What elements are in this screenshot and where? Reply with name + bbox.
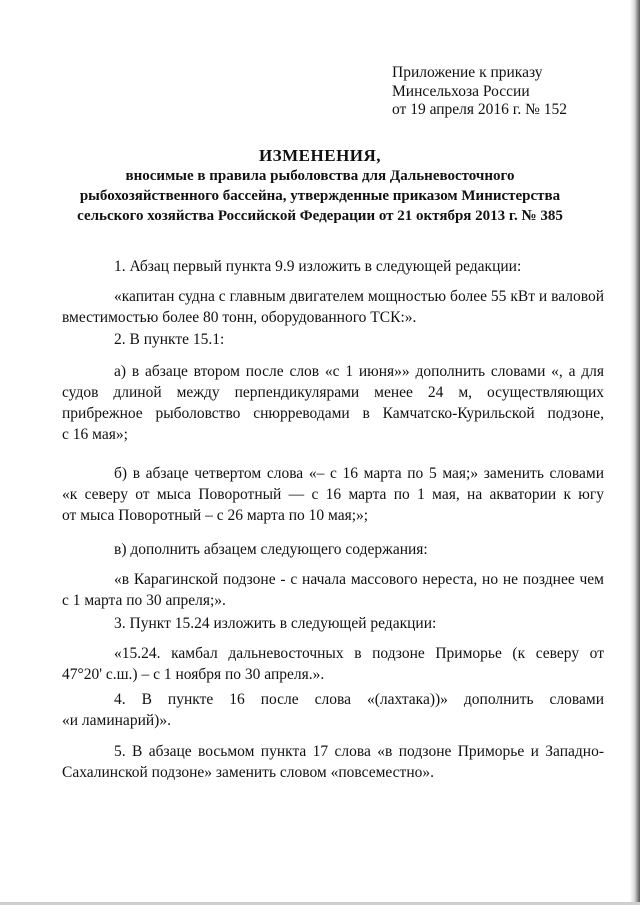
item-5-line-2: Сахалинской подзоне» заменить словом «повсеместно». (62, 764, 434, 781)
item-2a-line-3: прибрежное рыболовство снюрреводами в Камчатско-Курильской подзоне, (62, 405, 604, 422)
item-3-quote-line-1: «15.24. камбал дальневосточных в подзоне Приморье (к северу от (114, 645, 604, 662)
item-5-line-1: 5. В абзаце восьмом пункта 17 слова «в подзоне Приморье и Западно- (114, 743, 604, 760)
item-2a-line-4: с 16 мая»; (62, 426, 128, 443)
item-2b-line-2: «к северу от мыса Поворотный — с 16 марта по 1 мая, на акватории к югу (62, 486, 604, 503)
item-3-quote-line-2: 47°20' с.ш.) – с 1 ноября по 30 апреля.». (62, 666, 325, 683)
item-1 (62, 256, 604, 277)
subtitle-line-1: вносимые в правила рыболовства для Дальневосточного (125, 168, 515, 184)
appendix-header (392, 64, 567, 120)
item-1-quote-line-1: «капитан судна с главным двигателем мощностью более 55 кВт и валовой (114, 288, 604, 305)
item-2c-quote-line-1: «в Карагинской подзоне - с начала массового нереста, но не позднее чем (114, 571, 604, 588)
item-1-quote-line-2: вместимостью более 80 тонн, оборудованного ТСК:». (62, 309, 417, 326)
item-4-line-1: 4. В пункте 16 после слова «(лахтака))» дополнить словами (114, 691, 604, 708)
item-4-line-2: «и ламинарий)». (62, 712, 171, 729)
item-1-quote (62, 286, 604, 328)
document-subtitle (60, 166, 580, 226)
appendix-line-3: от 19 апреля 2016 г. № 152 (392, 101, 568, 118)
appendix-line-2: Минсельхоза России (392, 82, 530, 100)
item-2b-line-3: от мыса Поворотный – с 26 марта по 10 мая;»; (62, 507, 369, 524)
item-2 (62, 329, 604, 350)
item-3-quote (62, 643, 604, 685)
item-2a-line-2: судов длиной между перпендикулярами менее 24 м, осуществляющих (62, 384, 604, 401)
item-1-text: 1. Абзац первый пункта 9.9 изложить в следующей редакции: (114, 258, 522, 275)
subtitle-line-3: сельского хозяйства Российской Федерации от 21 октября 2013 г. № 385 (77, 208, 563, 224)
item-2c (62, 539, 604, 560)
item-5 (62, 741, 604, 783)
scan-shadow-edge (630, 0, 640, 905)
item-2b-line-1: б) в абзаце четвертом слова «– с 16 марта по 5 мая;» заменить словами (114, 465, 604, 482)
item-3 (62, 613, 604, 634)
item-2c-text: в) дополнить абзацем следующего содержания: (114, 541, 428, 558)
item-2c-quote-line-2: с 1 марта по 30 апреля;». (62, 592, 226, 609)
document-title: ИЗМЕНЕНИЯ, (258, 146, 382, 165)
item-2a (62, 361, 604, 445)
item-3-text: 3. Пункт 15.24 изложить в следующей редакции: (114, 615, 437, 632)
item-2a-line-1: а) в абзаце втором после слов «с 1 июня»» дополнить словами «, а для (114, 363, 604, 380)
subtitle-line-2: рыбохозяйственного бассейна, утвержденные приказом Министерства (79, 188, 561, 204)
item-4 (62, 689, 604, 731)
item-2b (62, 463, 604, 526)
item-2c-quote (62, 569, 604, 611)
appendix-line-1: Приложение к приказу (392, 64, 543, 81)
item-2-text: 2. В пункте 15.1: (114, 331, 225, 348)
